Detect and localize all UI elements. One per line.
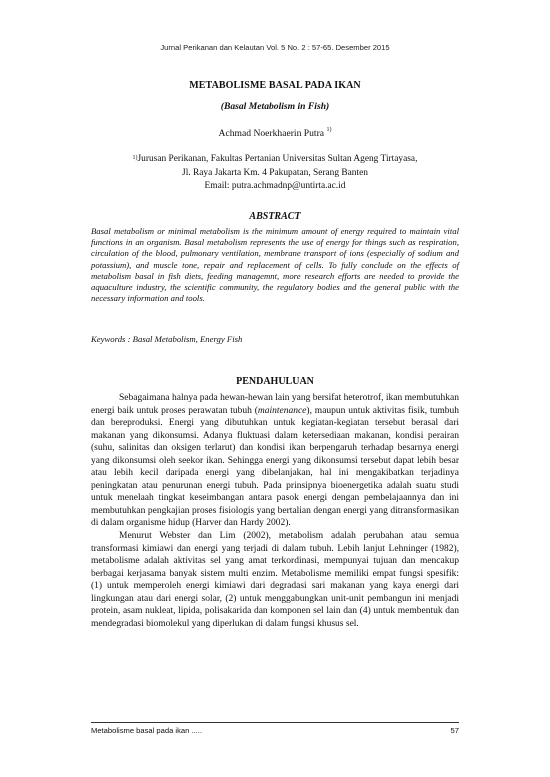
footer-running-title: Metabolisme basal pada ikan ..... [91,726,203,735]
section-body [91,392,459,630]
paragraph-1: Sebagaimana halnya pada hewan-hewan lain yang bersifat heterotrof, ikan membutuhkan energi baik untuk proses perawatan tubuh (maintenance), maupun untuk aktivitas fisik, tumbuh dan bereproduksi. Energi yang dibutuhkan untuk kegiatan-kegiatan tersebut berasal dari makanan yang dikonsumsi. Adanya fluktuasi dalam ketersediaan makanan, kondisi perairan (suhu, salinitas dan oksigen terlarut) dan kondisi ikan berpengaruh terhadap besarnya energi yang dikonsumsi oleh seekor ikan. Sehingga energi yang dikonsumsi tersebut dapat lebih besar atau lebih kecil daripada energi yang dibelanjakan, hal ini mengakibatkan terjadinya peningkatan atau penurunan energi tubuh. Pada prinsipnya bioenergetika adalah suatu studi untuk menelaah tingkat keseimbangan antara pasok energi dengan pembelajaannya dan ini membutuhkan pengkajian proses fisiologis yang bertalian dengan energi yang ditransformasikan di dalam organisme hidup (Harver dan Hardy 2002). [91,393,459,529]
author-email: Email: putra.achmadnp@untirta.ac.id [204,181,346,192]
affiliation-line-1: $^{1)}$Jurusan Perikanan, Fakultas Pertanian Universitas Sultan Ageng Tirtayasa, [132,154,418,164]
author-affiliation-marker: 1) [326,127,332,133]
paper-title: METABOLISME BASAL PADA IKAN [189,80,361,91]
affiliation-marker: 1) [132,155,138,161]
paragraph-1-italic-term: maintenance [257,405,307,416]
author-name: Achmad Noerkhaerin Putra [218,128,325,139]
section-heading-pendahuluan: PENDAHULUAN [236,376,314,387]
affiliation-block [0,153,550,194]
affiliation-line-2: Jl. Raya Jakarta Km. 4 Pakupatan, Serang Banten [182,167,368,178]
abstract-heading: ABSTRACT [249,211,301,222]
author-line [0,128,550,139]
keywords: Keywords : Basal Metabolism, Energy Fish [91,334,243,344]
paragraph-2: Menurut Webster dan Lim (2002), metabolism adalah perubahan atau semua transformasi kimiawi dan energi yang terjadi di dalam tubuh. Lebih lanjut Lehninger (1982), metabolisme adalah aktivitas sel yang amat terkordinasi, mempunyai tujuan dan mencakup berbagai kerjasama banyak sistem multi enzim. Metabolisme memiliki empat fungsi spesifik: (1) untuk memperoleh energi kimiawi dari degradasi sari makanan yang kaya energi dari lingkungan atau dari energi solar, (2) untuk menggabungkan unit-unit pembangun ini menjadi protein, asam nukleat, lipida, polisakarida dan komponen sel lain dan (4) untuk membentuk dan mendegradasi biomolekul yang diperlukan di dalam fungsi khusus sel. [91,531,459,629]
journal-running-header: Jurnal Perikanan dan Kelautan Vol. 5 No. 2 : 57-65. Desember 2015 [160,43,390,52]
page-number: 57 [450,726,459,735]
footer-divider [91,722,459,723]
abstract-text: Basal metabolism or minimal metabolism is the minimum amount of energy required to maintain vital functions in an organism. Basal metabolism represents the use of energy for things such as respiration, circulation of the blood, pulmonary ventilation, membrane transport of ions (especially of sodium and potassium), and muscle tone, repair and replacement of cells. To fully conclude on the effects of metabolism basal in fish diets, feeding managemnt, more research efforts are needed to provide the aquaculture industry, the scientific community, the regulatory bodies and the general public with the necessary information and tools. [91,226,459,304]
paper-subtitle: (Basal Metabolism in Fish) [220,101,330,112]
